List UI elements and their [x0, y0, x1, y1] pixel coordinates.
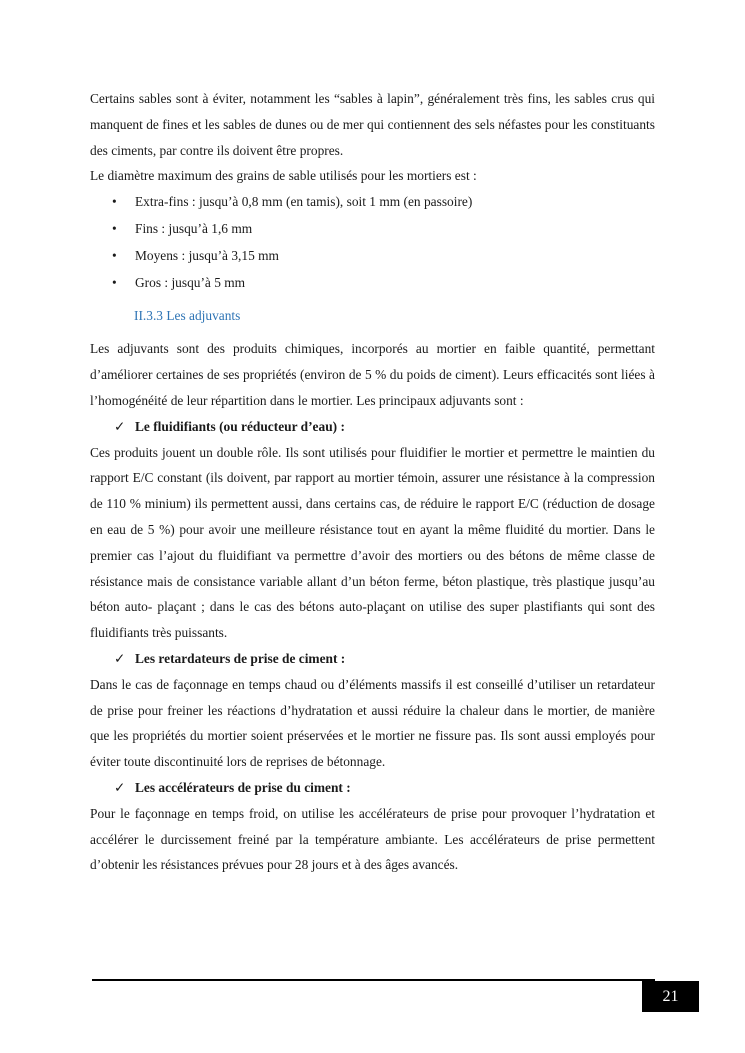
checkmark-icon: ✓ — [114, 650, 126, 666]
section-heading-adjuvants: II.3.3 Les adjuvants — [134, 308, 241, 324]
paragraph-retardateurs: Dans le cas de façonnage en temps chaud ou d’éléments massifs il est conseillé d’utiliser un retardateur de prise pour freiner les réactions d’hydratation et aussi réduire la chaleur dans le mortier, de manière que les propriétés du mortier soient préservées et le mortier ne fissure pas. Ils sont aussi employés pour éviter toute discontinuité lors de reprises de bétonnage. — [90, 676, 655, 770]
page-number: 21 — [642, 981, 699, 1012]
grain-size-list — [90, 189, 655, 296]
list-item: • Fins : jusqu’à 1,6 mm — [90, 216, 655, 243]
paragraph-accelerateurs: Pour le façonnage en temps froid, on utilise les accélérateurs de prise pour provoquer l’hydratation et accélérer le durcissement freiné par la température ambiante. Les accélérateurs de prise permettent d’obtenir les résistances prévues pour 28 jours et à des âges avancés. — [90, 805, 655, 873]
document-page — [90, 86, 655, 878]
bullet-icon: • — [112, 220, 117, 236]
bullet-icon: • — [112, 274, 117, 290]
list-item: • Extra-fins : jusqu’à 0,8 mm (en tamis), soit 1 mm (en passoire) — [90, 189, 655, 216]
subheading-accelerateurs: ✓ Les accélérateurs de prise du ciment : — [90, 775, 655, 801]
checkmark-icon: ✓ — [114, 779, 126, 795]
checkmark-icon: ✓ — [114, 418, 126, 434]
subheading-retardateurs: ✓ Les retardateurs de prise de ciment : — [90, 646, 655, 672]
list-item: • Gros : jusqu’à 5 mm — [90, 270, 655, 297]
bullet-icon: • — [112, 247, 117, 263]
paragraph-grain-diameter: Le diamètre maximum des grains de sable utilisés pour les mortiers est : — [90, 168, 477, 184]
subheading-fluidifiants: ✓ Le fluidifiants (ou réducteur d’eau) : — [90, 414, 655, 440]
bullet-icon: • — [112, 194, 117, 210]
list-item: • Moyens : jusqu’à 3,15 mm — [90, 243, 655, 270]
paragraph-sand-avoid: Certains sables sont à éviter, notamment les “sables à lapin”, généralement très fins, les sables crus qui manquent de fines et les sables de dunes ou de mer qui contiennent des sels néfastes pour les constituants des ciments, par contre ils doivent être propres. — [90, 91, 655, 158]
footer-rule — [92, 979, 655, 981]
paragraph-adjuvants-intro: Les adjuvants sont des produits chimiques, incorporés au mortier en faible quantité, permettant d’améliorer certaines de ses propriétés (environ de 5 % du poids de ciment). Leurs efficacités sont liées à l’homogénéité de leur répartition dans le mortier. Les principaux adjuvants sont : — [90, 341, 655, 408]
paragraph-fluidifiants: Ces produits jouent un double rôle. Ils sont utilisés pour fluidifier le mortier et permettre le maintien du rapport E/C constant (ils doivent, par rapport au mortier témoin, assurer une résistance à la compression de 110 % minium) ils permettent aussi, dans certains cas, de réduire le rapport E/C (réduction de dosage en eau de 5 %) pour avoir une meilleure résistance tout en ayant la même fluidité du mortier. Dans le premier cas l’ajout du fluidifiant va permettre d’avoir des mortiers ou des bétons de même classe de résistance mais de consistance variable allant d’un béton ferme, béton plastique, très plastique jusqu’au béton auto- plaçant ; dans le cas des bétons auto-plaçant on utilise des super plastifiants qui sont des fluidifiants très puissants. — [90, 444, 655, 641]
